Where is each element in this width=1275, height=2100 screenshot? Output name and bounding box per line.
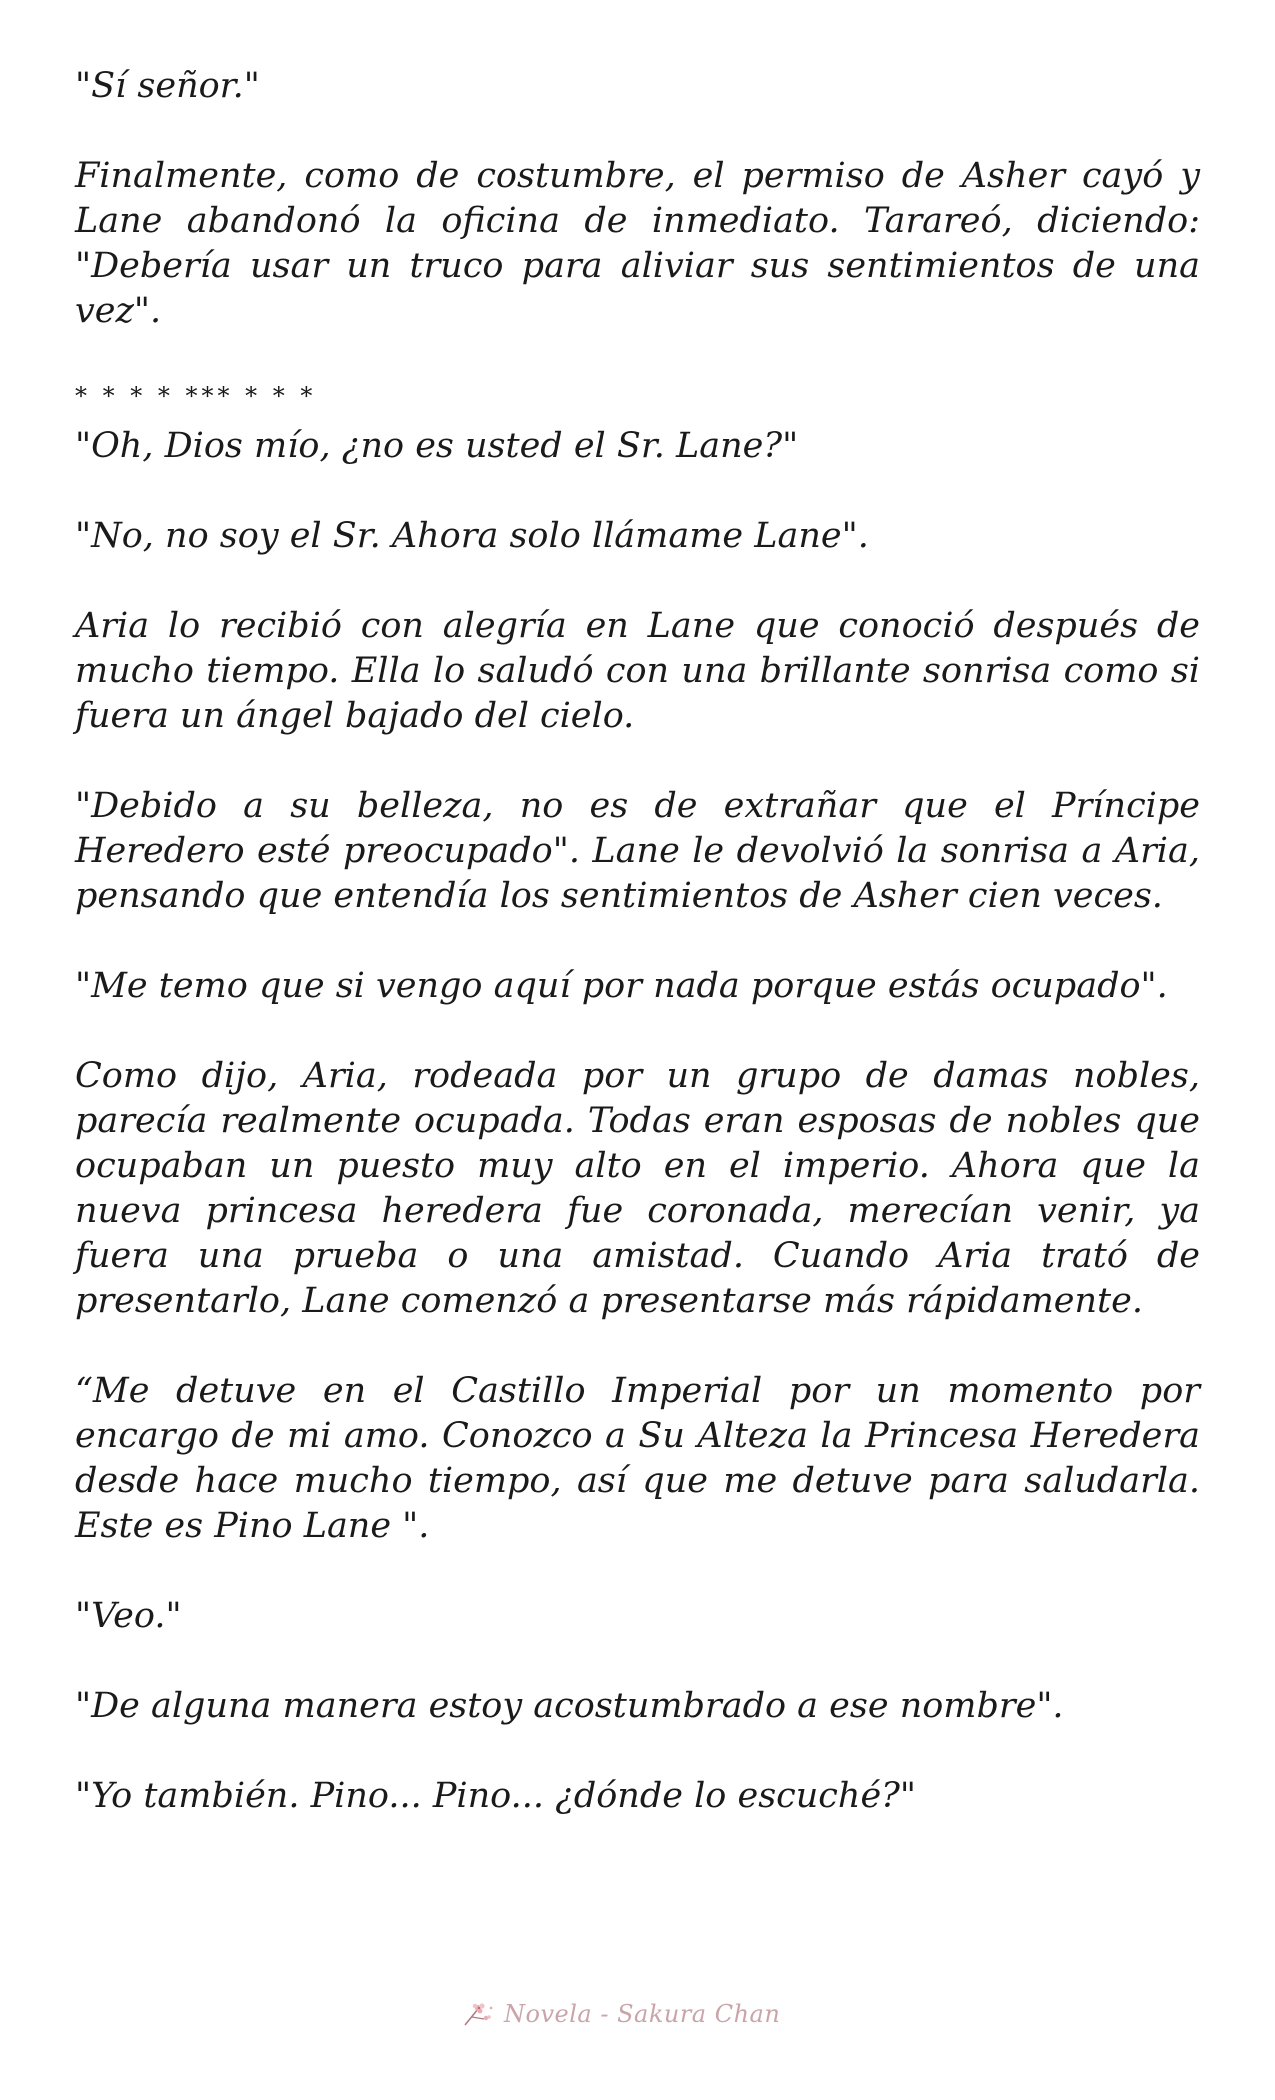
paragraph: "Sí señor."	[75, 66, 260, 106]
paragraph: "Debido a su belleza, no es de extrañar que el Príncipe Heredero esté preocupado". Lane le devolvió la sonrisa a Aria, pensando que entendía los sentimientos de Asher cien veces.	[75, 786, 1200, 916]
paragraph: "Veo."	[75, 1596, 182, 1636]
sakura-flower-icon	[462, 1999, 496, 2029]
watermark-text: Novela - Sakura Chan	[504, 2000, 781, 2028]
paragraph: "De alguna manera estoy acostumbrado a ese nombre".	[75, 1686, 1064, 1726]
paragraph: “Me detuve en el Castillo Imperial por un momento por encargo de mi amo. Conozco a Su Alteza la Princesa Heredera desde hace mucho tiempo, así que me detuve para saludarla. Este es Pino Lane ".	[75, 1371, 1200, 1546]
paragraph: "Oh, Dios mío, ¿no es usted el Sr. Lane?"	[75, 426, 799, 466]
paragraph: Como dijo, Aria, rodeada por un grupo de damas nobles, parecía realmente ocupada. Todas eran esposas de nobles que ocupaban un puesto muy alto en el imperio. Ahora que la nueva princesa heredera fue coronada, merecían venir, ya fuera una prueba o una amistad. Cuando Aria trató de presentarlo, Lane comenzó a presentarse más rápidamente.	[75, 1056, 1200, 1321]
paragraph: "No, no soy el Sr. Ahora solo llámame Lane".	[75, 516, 869, 556]
watermark	[462, 1994, 780, 2034]
paragraph: "Me temo que si vengo aquí por nada porque estás ocupado".	[75, 966, 1168, 1006]
paragraph: "Yo también. Pino... Pino... ¿dónde lo escuché?"	[75, 1776, 917, 1816]
document-body	[75, 64, 1200, 1819]
paragraph: Aria lo recibió con alegría en Lane que conoció después de mucho tiempo. Ella lo saludó con una brillante sonrisa como si fuera un ángel bajado del cielo.	[75, 606, 1200, 736]
paragraph: Finalmente, como de costumbre, el permiso de Asher cayó y Lane abandonó la oficina de inmediato. Tarareó, diciendo: "Debería usar un truco para aliviar sus sentimientos de una vez".	[75, 156, 1200, 331]
scene-separator: * * * * *** * * *	[75, 382, 317, 410]
